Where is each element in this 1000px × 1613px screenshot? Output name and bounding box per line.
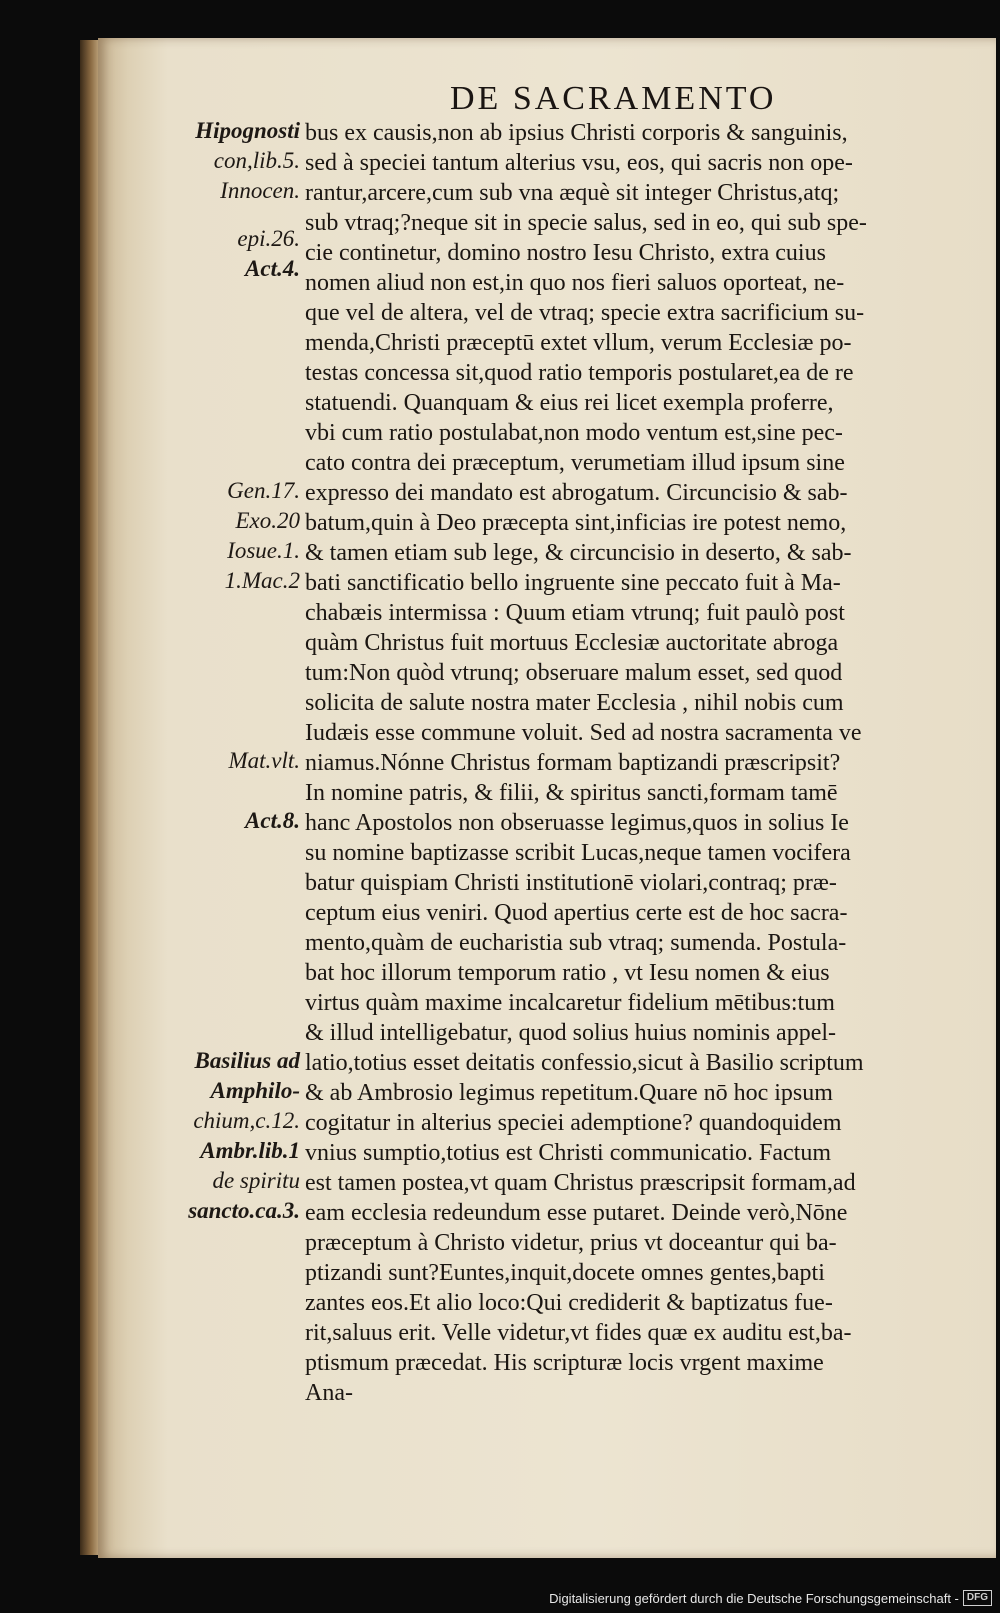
text-line: ptizandi sunt?Euntes,inquit,docete omnes gentes,bapti (305, 1260, 825, 1286)
text-line: nomen aliud non est,in quo nos fieri saluos oporteat, ne- (305, 270, 845, 296)
text-line: zantes eos.Et alio loco:Qui crediderit & baptizatus fue- (305, 1290, 833, 1316)
text-line: cie continetur, domino nostro Iesu Christo, extra cuius (305, 240, 826, 266)
text-line: chabæis intermissa : Quum etiam vtrunq; fuit paulò post (305, 600, 845, 626)
margin-note: Act.4. (245, 256, 300, 281)
text-line: tum:Non quòd vtrunq; obseruare malum esset, sed quod (305, 660, 843, 686)
text-line: In nomine patris, & filii, & spiritus sancti,formam tamē (305, 780, 838, 806)
text-line: rantur,arcere,cum sub vna æquè sit integer Christus,atq; (305, 180, 840, 206)
text-line: vnius sumptio,totius est Christi communicatio. Factum (305, 1140, 831, 1166)
text-line: sub vtraq;?neque sit in specie salus, sed in eo, qui sub spe- (305, 210, 867, 236)
text-line: hanc Apostolos non obseruasse legimus,quos in solius Ie (305, 810, 849, 836)
text-line: vbi cum ratio postulabat,non modo ventum est,sine pec- (305, 420, 843, 446)
text-line: que vel de altera, vel de vtraq; specie extra sacrificium su- (305, 300, 865, 326)
text-line: & tamen etiam sub lege, & circuncisio in deserto, & sab- (305, 540, 852, 566)
margin-note: Hipognosti (195, 118, 300, 143)
text-line: rit,saluus erit. Velle videtur,vt fides quæ ex auditu est,ba- (305, 1320, 852, 1346)
text-line: statuendi. Quanquam & eius rei licet exempla proferre, (305, 390, 834, 416)
text-line: expresso dei mandato est abrogatum. Circuncisio & sab- (305, 480, 848, 506)
dfg-logo: DFG (963, 1590, 992, 1606)
text-line: quàm Christus fuit mortuus Ecclesiæ auctoritate abroga (305, 630, 839, 656)
margin-note: 1.Mac.2 (224, 568, 300, 593)
margin-note: Ambr.lib.1 (200, 1138, 300, 1163)
margin-note: Amphilo- (210, 1078, 300, 1103)
text-line: & ab Ambrosio legimus repetitum.Quare nō hoc ipsum (305, 1080, 833, 1106)
text-line: præceptum à Christo videtur, prius vt doceantur qui ba- (305, 1230, 837, 1256)
margin-note: Exo.20 (235, 508, 300, 533)
text-line: Iudæis esse commune voluit. Sed ad nostra sacramenta ve (305, 720, 862, 746)
text-line: & illud intelligebatur, quod solius huius nominis appel- (305, 1020, 836, 1046)
text-line: mento,quàm de eucharistia sub vtraq; sumenda. Postula- (305, 930, 847, 956)
text-line: bat hoc illorum temporum ratio , vt Iesu nomen & eius (305, 960, 830, 986)
margin-note: Gen.17. (227, 478, 300, 503)
text-line: est tamen postea,vt quam Christus præscripsit formam,ad (305, 1170, 856, 1196)
text-line: bus ex causis,non ab ipsius Christi corporis & sanguinis, (305, 120, 848, 146)
text-line: Ana- (305, 1380, 353, 1406)
text-line: cato contra dei præceptum, verumetiam illud ipsum sine (305, 450, 845, 476)
text-line: batur quispiam Christi institutionē violari,contraq; præ- (305, 870, 837, 896)
text-line: su nomine baptizasse scribit Lucas,neque tamen vocifera (305, 840, 851, 866)
margin-note: Innocen. (220, 178, 300, 203)
text-line: virtus quàm maxime incalcaretur fidelium mētibus:tum (305, 990, 835, 1016)
margin-note: Mat.vlt. (228, 748, 300, 773)
text-line: eam ecclesia redeundum esse putaret. Deinde verò,Nōne (305, 1200, 848, 1226)
text-line: batum,quin à Deo præcepta sint,inficias ire potest nemo, (305, 510, 847, 536)
text-line: cogitatur in alterius speciei ademptione? quandoquidem (305, 1110, 842, 1136)
margin-note: con,lib.5. (213, 148, 300, 173)
text-line: solicita de salute nostra mater Ecclesia , nihil nobis cum (305, 690, 844, 716)
text-line: latio,totius esset deitatis confessio,sicut à Basilio scriptum (305, 1050, 864, 1076)
margin-note: epi.26. (237, 226, 300, 251)
margin-note: chium,c.12. (193, 1108, 300, 1133)
text-line: menda,Christi præceptū extet vllum, verum Ecclesiæ po- (305, 330, 852, 356)
margin-note: Basilius ad (194, 1048, 300, 1073)
digitization-footer (549, 1587, 992, 1609)
text-line: ptismum præcedat. His scripturæ locis vrgent maxime (305, 1350, 824, 1376)
text-line: ceptum eius veniri. Quod apertius certe est de hoc sacra- (305, 900, 848, 926)
footer-text: Digitalisierung gefördert durch die Deutsche Forschungsgemeinschaft - (549, 1590, 959, 1606)
margin-note: sancto.ca.3. (188, 1198, 300, 1223)
book-spine-edge (80, 40, 98, 1555)
text-line: niamus.Nónne Christus formam baptizandi præscripsit? (305, 750, 841, 776)
margin-note: Iosue.1. (227, 538, 300, 563)
text-line: bati sanctificatio bello ingruente sine peccato fuit à Ma- (305, 570, 841, 596)
running-header: DE SACRAMENTO (450, 80, 777, 117)
margin-note: de spiritu (212, 1168, 300, 1193)
text-line: testas concessa sit,quod ratio temporis postularet,ea de re (305, 360, 854, 386)
text-line: sed à speciei tantum alterius vsu, eos, qui sacris non ope- (305, 150, 853, 176)
margin-note: Act.8. (245, 808, 300, 833)
